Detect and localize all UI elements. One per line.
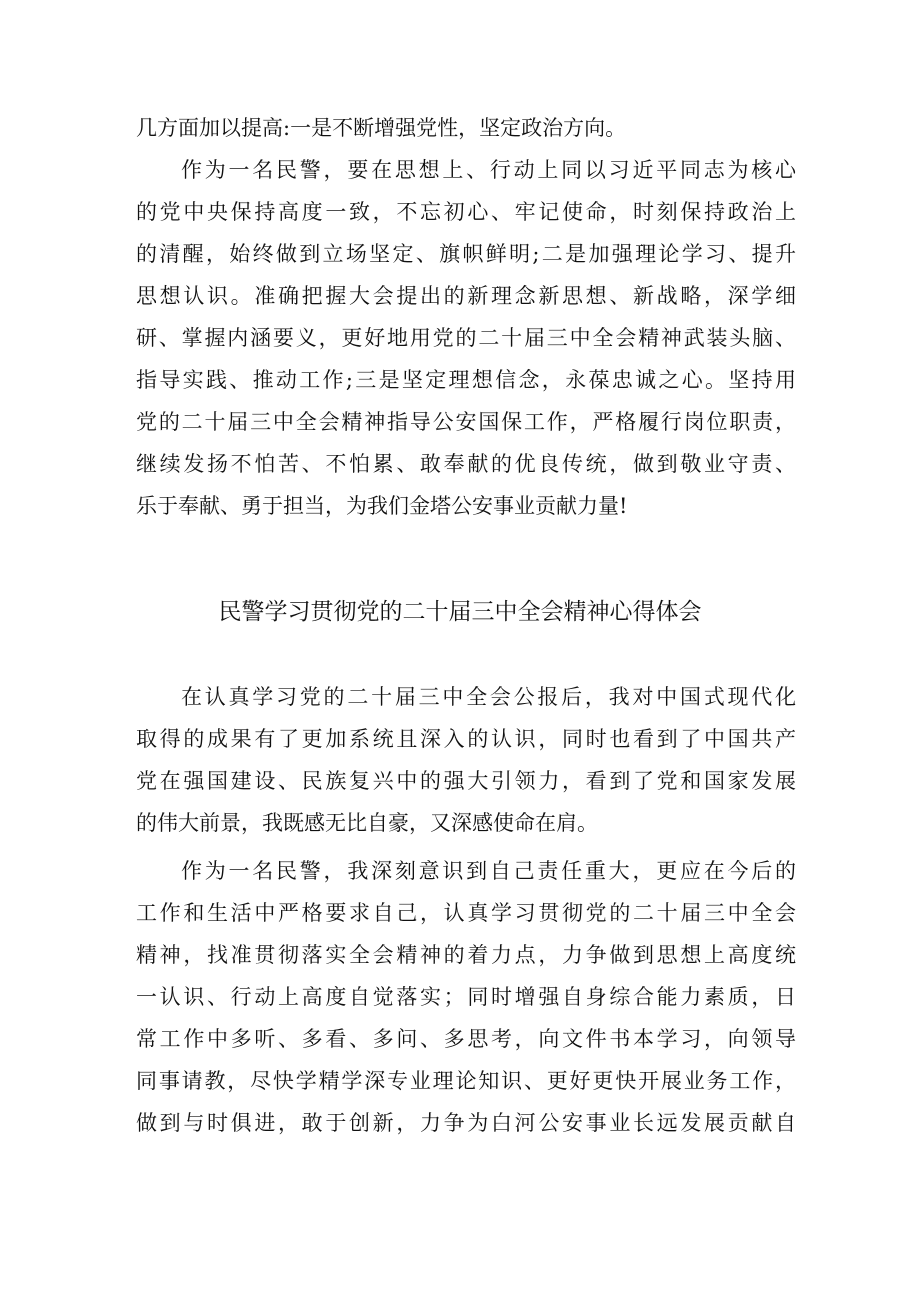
text-line: 同事请教，尽快学精学深专业理论知识、更好更快开展业务工作， xyxy=(136,1069,796,1093)
text-line: 精神，找准贯彻落实全会精神的着力点，力争做到思想上高度统 xyxy=(136,943,796,967)
text-line: 继续发扬不怕苦、不怕累、敢奉献的优良传统，做到敬业守责、 xyxy=(136,452,796,476)
text-line: 党在强国建设、民族复兴中的强大引领力，看到了党和国家发展 xyxy=(136,769,796,793)
text-line: 思想认识。准确把握大会提出的新理念新思想、新战略，深学细 xyxy=(136,284,796,308)
text-line: 工作和生活中严格要求自己，认真学习贯彻党的二十届三中全会 xyxy=(136,901,796,925)
text-line: 做到与时俱进，敢于创新，力争为白河公安事业长远发展贡献自 xyxy=(136,1111,796,1135)
text-line: 的清醒，始终做到立场坚定、旗帜鲜明;二是加强理论学习、提升 xyxy=(136,242,796,266)
text-line: 常工作中多听、多看、多问、多思考，向文件书本学习，向领导 xyxy=(136,1027,796,1051)
text-line: 作为一名民警，我深刻意识到自己责任重大，更应在今后的 xyxy=(181,859,796,883)
text-line: 作为一名民警，要在思想上、行动上同以习近平同志为核心 xyxy=(181,158,796,182)
text-line: 党的二十届三中全会精神指导公安国保工作，严格履行岗位职责， xyxy=(136,410,796,434)
text-line: 在认真学习党的二十届三中全会公报后，我对中国式现代化 xyxy=(181,685,796,709)
text-line: 研、掌握内涵要义，更好地用党的二十届三中全会精神武装头脑、 xyxy=(136,326,796,350)
text-line: 乐于奉献、勇于担当，为我们金塔公安事业贡献力量! xyxy=(136,494,628,518)
text-line: 取得的成果有了更加系统且深入的认识，同时也看到了中国共产 xyxy=(136,727,796,751)
text-line: 几方面加以提高:一是不断增强党性，坚定政治方向。 xyxy=(136,116,627,140)
text-line: 的党中央保持高度一致，不忘初心、牢记使命，时刻保持政治上 xyxy=(136,200,796,224)
text-line: 的伟大前景，我既感无比自豪，又深感使命在肩。 xyxy=(136,811,598,835)
article-title: 民警学习贯彻党的二十届三中全会精神心得体会 xyxy=(218,599,702,625)
text-line: 指导实践、推动工作;三是坚定理想信念，永葆忠诚之心。坚持用 xyxy=(136,368,796,392)
text-line: 一认识、行动上高度自觉落实；同时增强自身综合能力素质，日 xyxy=(136,985,796,1009)
